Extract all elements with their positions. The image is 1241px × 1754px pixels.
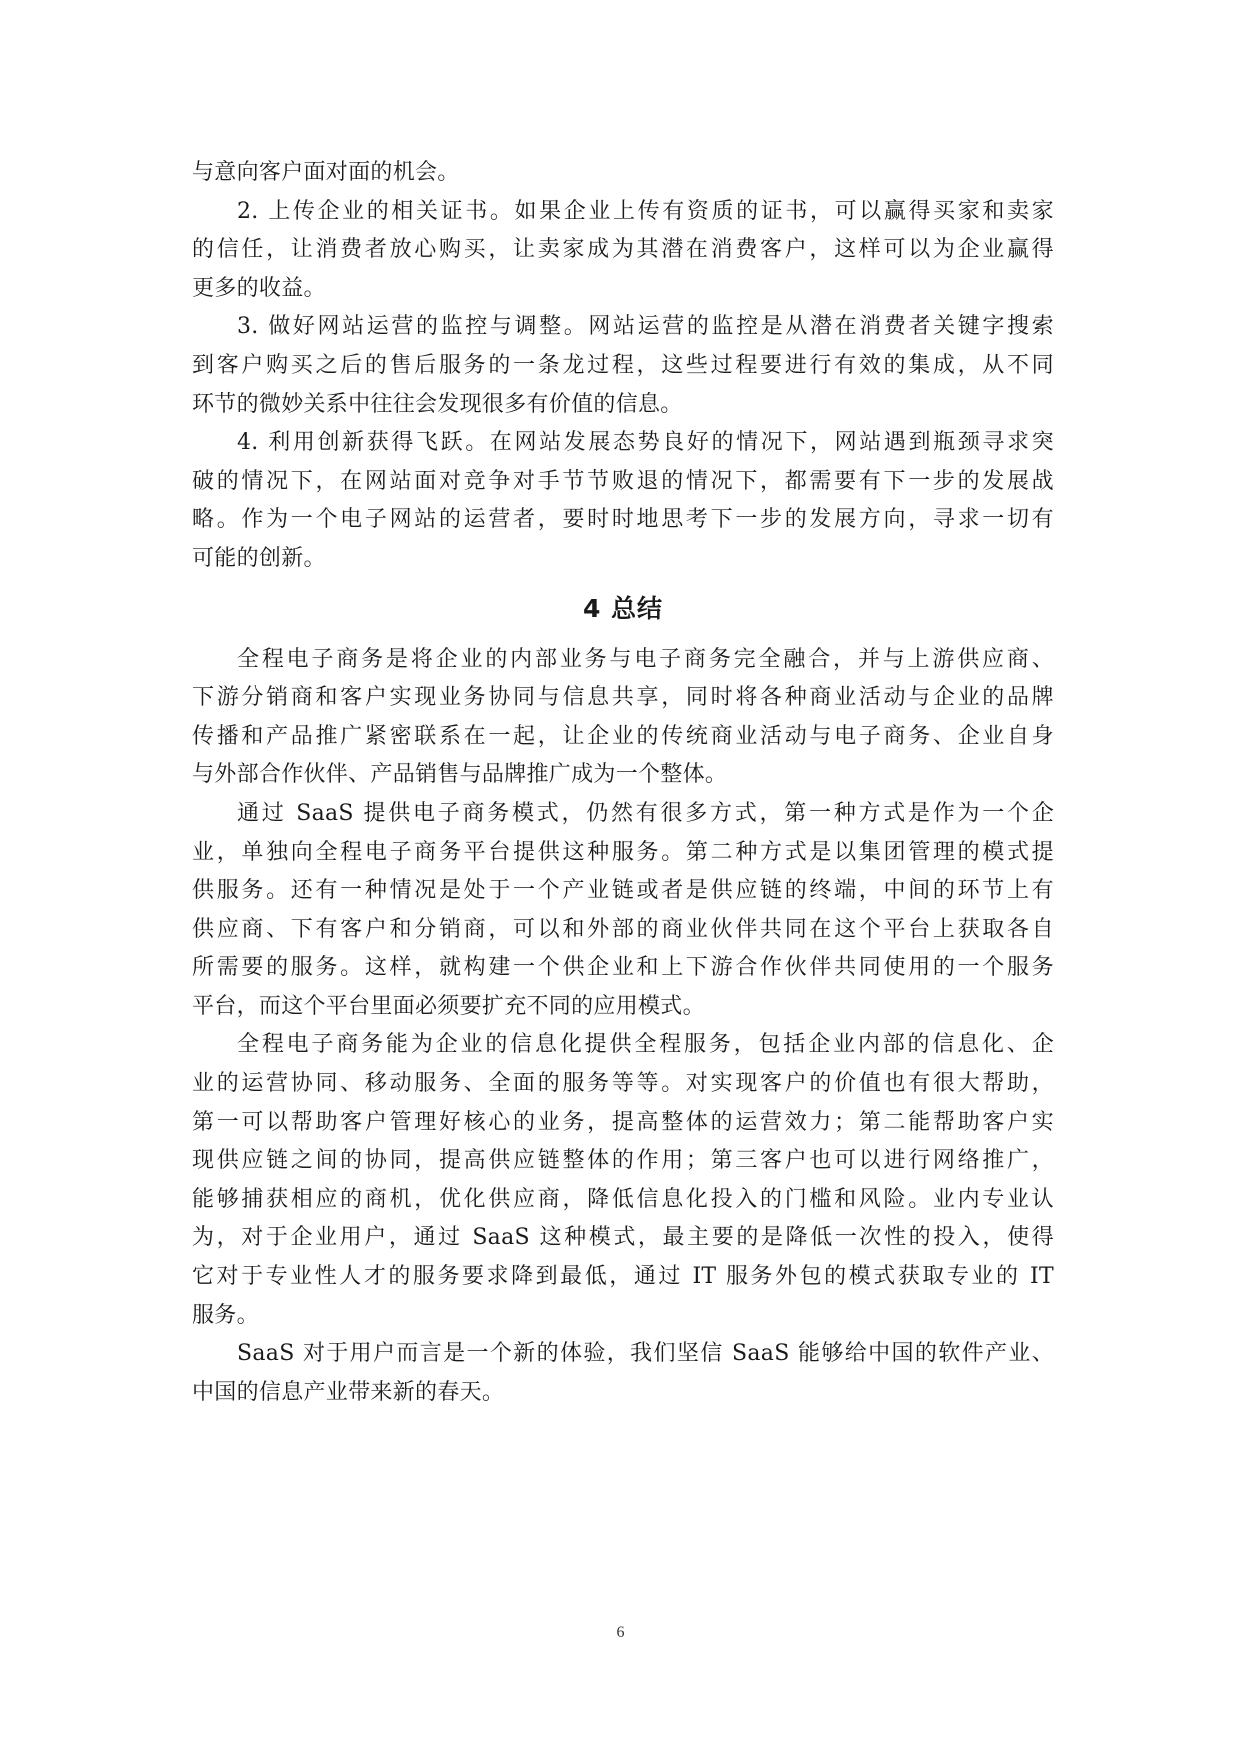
text-line: 到客户购买之后的售后服务的一条龙过程，这些过程要进行有效的集成，从不同: [192, 352, 1054, 378]
text-line: 环节的微妙关系中往往会发现很多有价值的信息。: [192, 391, 683, 417]
text-line: 现供应链之间的协同，提高供应链整体的作用；第三客户也可以进行网络推广，: [192, 1148, 1054, 1174]
text-line: 中国的信息产业带来新的春天。: [192, 1379, 505, 1405]
text-line: 供应商、下有客户和分销商，可以和外部的商业伙伴共同在这个平台上获取各自: [192, 916, 1054, 942]
text-line: 略。作为一个电子网站的运营者，要时时地思考下一步的发展方向，寻求一切有: [192, 507, 1054, 533]
text-line: 全程电子商务是将企业的内部业务与电子商务完全融合，并与上游供应商、: [237, 646, 1054, 672]
text-line: 它对于专业性人才的服务要求降到最低，通过 IT 服务外包的模式获取专业的 IT: [192, 1264, 1054, 1290]
intro-paragraph: [192, 154, 1054, 193]
text-line: 供服务。还有一种情况是处于一个产业链或者是供应链的终端，中间的环节上有: [192, 878, 1054, 904]
summary-paragraph-4: [192, 1335, 1054, 1412]
text-line: 可能的创新。: [192, 545, 326, 571]
text-line: 2. 上传企业的相关证书。如果企业上传有资质的证书，可以赢得买家和卖家: [237, 198, 1054, 224]
text-line: 平台，而这个平台里面必须要扩充不同的应用模式。: [192, 993, 705, 1019]
text-line: SaaS 对于用户而言是一个新的体验，我们坚信 SaaS 能够给中国的软件产业、: [237, 1341, 1054, 1367]
text-line: 第一可以帮助客户管理好核心的业务，提高整体的运营效力；第二能帮助客户实: [192, 1109, 1054, 1135]
list-item-3: [192, 308, 1054, 424]
text-line: 能够捕获相应的商机，优化供应商，降低信息化投入的门槛和风险。业内专业认: [192, 1186, 1054, 1212]
text-line: 传播和产品推广紧密联系在一起，让企业的传统商业活动与电子商务、企业自身: [192, 723, 1054, 749]
section-heading: 4 总结: [582, 593, 664, 623]
text-line: 下游分销商和客户实现业务协同与信息共享，同时将各种商业活动与企业的品牌: [192, 685, 1054, 711]
text-line: 为，对于企业用户，通过 SaaS 这种模式，最主要的是降低一次性的投入，使得: [192, 1225, 1054, 1251]
list-item-4: [192, 424, 1054, 578]
page-number: 6: [616, 1624, 625, 1641]
text-line: 3. 做好网站运营的监控与调整。网站运营的监控是从潜在消费者关键字搜索: [237, 314, 1054, 340]
summary-paragraph-3: [192, 1026, 1054, 1335]
page-content: [192, 154, 1054, 1412]
text-line: 与意向客户面对面的机会。: [192, 160, 460, 185]
text-line: 业的运营协同、移动服务、全面的服务等等。对实现客户的价值也有很大帮助，: [192, 1071, 1054, 1097]
text-line: 与外部合作伙伴、产品销售与品牌推广成为一个整体。: [192, 762, 728, 788]
summary-paragraph-1: [192, 641, 1054, 795]
text-line: 所需要的服务。这样，就构建一个供企业和上下游合作伙伴共同使用的一个服务: [192, 955, 1054, 981]
summary-paragraph-2: [192, 795, 1054, 1027]
text-line: 全程电子商务能为企业的信息化提供全程服务，包括企业内部的信息化、企: [237, 1032, 1054, 1058]
text-line: 破的情况下，在网站面对竞争对手节节败退的情况下，都需要有下一步的发展战: [192, 468, 1054, 494]
list-item-2: [192, 193, 1054, 309]
text-line: 服务。: [192, 1302, 259, 1328]
text-line: 更多的收益。: [192, 275, 326, 301]
text-line: 4. 利用创新获得飞跃。在网站发展态势良好的情况下，网站遇到瓶颈寻求突: [237, 430, 1054, 456]
text-line: 通过 SaaS 提供电子商务模式，仍然有很多方式，第一种方式是作为一个企: [237, 800, 1054, 826]
text-line: 业，单独向全程电子商务平台提供这种服务。第二种方式是以集团管理的模式提: [192, 839, 1054, 865]
text-line: 的信任，让消费者放心购买，让卖家成为其潜在消费客户，这样可以为企业赢得: [192, 237, 1054, 263]
